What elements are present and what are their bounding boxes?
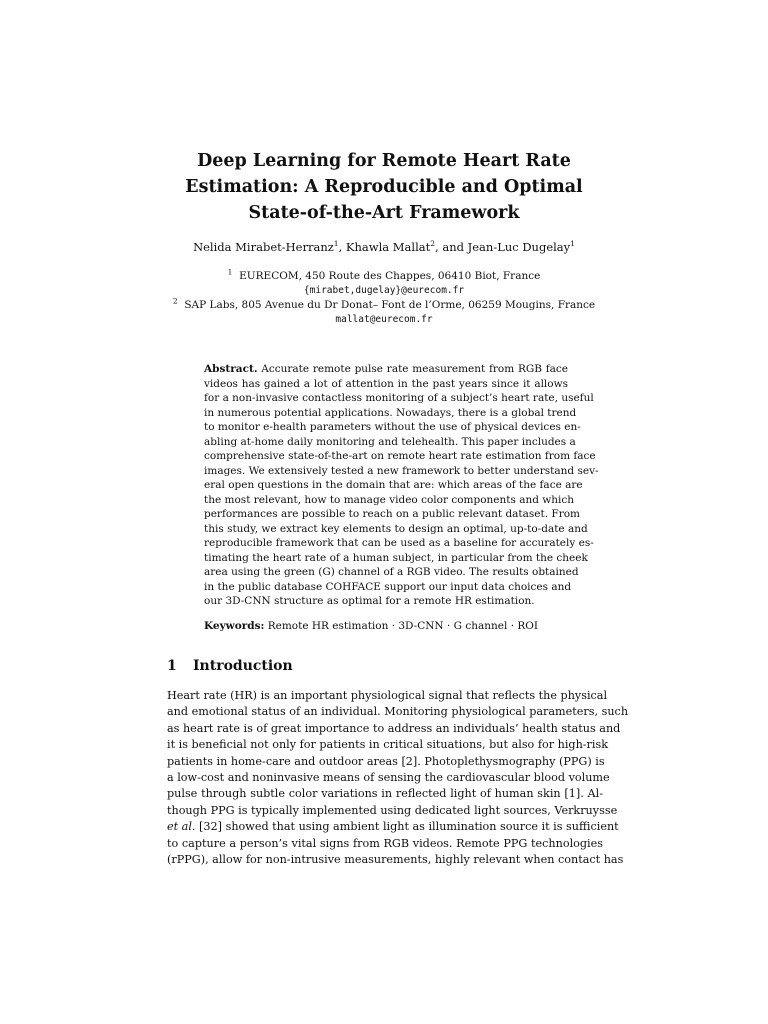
abstract-line: eral open questions in the domain that are: which areas of the face are (204, 479, 583, 491)
author-list: Nelida Mirabet-Herranz$^1$, Khawla Mallat$^2$, and Jean-Luc Dugelay$^1$ (193, 239, 575, 254)
author-affil-mark: 1 (570, 239, 575, 249)
intro-line: and emotional status of an individual. Monitoring physiological parameters, such (167, 705, 629, 719)
abstract-line: area using the green (G) channel of a RGB video. The results obtained (204, 566, 579, 578)
keywords-text: Remote HR estimation · 3D-CNN · G channel · ROI (267, 620, 539, 632)
section-number: 1 (167, 658, 177, 674)
abstract-line: the most relevant, how to manage video color components and which (204, 493, 575, 506)
intro-line: pulse through subtle color variations in reflected light of human skin [1]. Al- (167, 787, 603, 801)
author-name: Khawla Mallat (345, 240, 431, 254)
intro-paragraph (167, 688, 629, 868)
keywords (204, 619, 568, 633)
title-line: Estimation: A Reproducible and Optimal (185, 177, 583, 197)
abstract-line: in the public database COHFACE support our input data choices and (204, 580, 572, 593)
author-name: and Jean-Luc Dugelay (442, 240, 571, 254)
abstract (204, 362, 599, 609)
keywords-label: Keywords: (204, 620, 265, 632)
abstract-line: abling at-home daily monitoring and telehealth. This paper includes a (204, 435, 576, 448)
abstract-line: to monitor e-health parameters without the use of physical devices en- (204, 421, 581, 433)
abstract-line: videos has gained a lot of attention in the past years since it allows (204, 377, 568, 390)
intro-line: (rPPG), allow for non-intrusive measurements, highly relevant when contact has (167, 853, 624, 867)
author-affil-mark: 1 (333, 239, 339, 249)
author-affil-mark: 2 (430, 239, 436, 249)
abstract-line: in numerous potential applications. Nowadays, there is a global trend (204, 406, 577, 419)
author-name: Nelida Mirabet-Herranz (193, 240, 334, 254)
title-line: State-of-the-Art Framework (248, 203, 520, 223)
section-heading (167, 657, 293, 675)
intro-line: a low-cost and noninvasive means of sensing the cardiovascular blood volume (167, 771, 610, 785)
abstract-line: this study, we extract key elements to design an optimal, up-to-date and (204, 522, 588, 535)
affiliation-email: {mirabet,dugelay}@eurecom.fr (303, 284, 465, 296)
intro-line: to capture a person’s vital signs from RGB videos. Remote PPG technologies (167, 836, 603, 850)
citation: [32] (199, 820, 223, 834)
abstract-line: performances are possible to reach on a public relevant dataset. From (204, 508, 580, 520)
paper-title (100, 148, 668, 226)
affiliation-line: $^1$ EURECOM, 450 Route des Chappes, 06410 Biot, France (227, 267, 541, 282)
intro-line: Heart rate (HR) is an important physiological signal that reflects the physical (167, 689, 608, 702)
abstract-line: Abstract. Accurate remote pulse rate measurement from RGB face (204, 363, 568, 375)
affiliation-email: mallat@eurecom.fr (335, 313, 433, 325)
abstract-line: reproducible framework that can be used as a baseline for accurately es- (204, 537, 594, 549)
abstract-line: our 3D-CNN structure as optimal for a remote HR estimation. (204, 595, 535, 607)
abstract-line: timating the heart rate of a human subject, in particular from the cheek (204, 551, 588, 564)
abstract-line: for a non-invasive contactless monitoring of a subject’s heart rate, useful (204, 392, 594, 404)
title-line: Deep Learning for Remote Heart Rate (197, 151, 571, 171)
intro-line: it is beneficial not only for patients in critical situations, but also for high-risk (167, 738, 609, 752)
intro-line: patients in home-care and outdoor areas [2]. Photoplethysmography (PPG) is (167, 754, 605, 768)
section-title: Introduction (193, 658, 293, 674)
intro-line: as heart rate is of great importance to address an individuals’ health status and (167, 721, 621, 735)
affiliations (60, 269, 708, 327)
intro-line: et al. [32] showed that using ambient light as illumination source it is sufficient (167, 820, 619, 834)
intro-line: though PPG is typically implemented using dedicated light sources, Verkruysse (167, 803, 618, 817)
et-al: et al. (167, 820, 196, 834)
affiliation-line: $^2$ SAP Labs, 805 Avenue du Dr Donat– Font de l’Orme, 06259 Mougins, France (172, 296, 596, 311)
abstract-line: comprehensive state-of-the-art on remote heart rate estimation from face (204, 450, 596, 462)
abstract-label: Abstract. (204, 363, 258, 375)
abstract-line: images. We extensively tested a new framework to better understand sev- (204, 464, 599, 477)
